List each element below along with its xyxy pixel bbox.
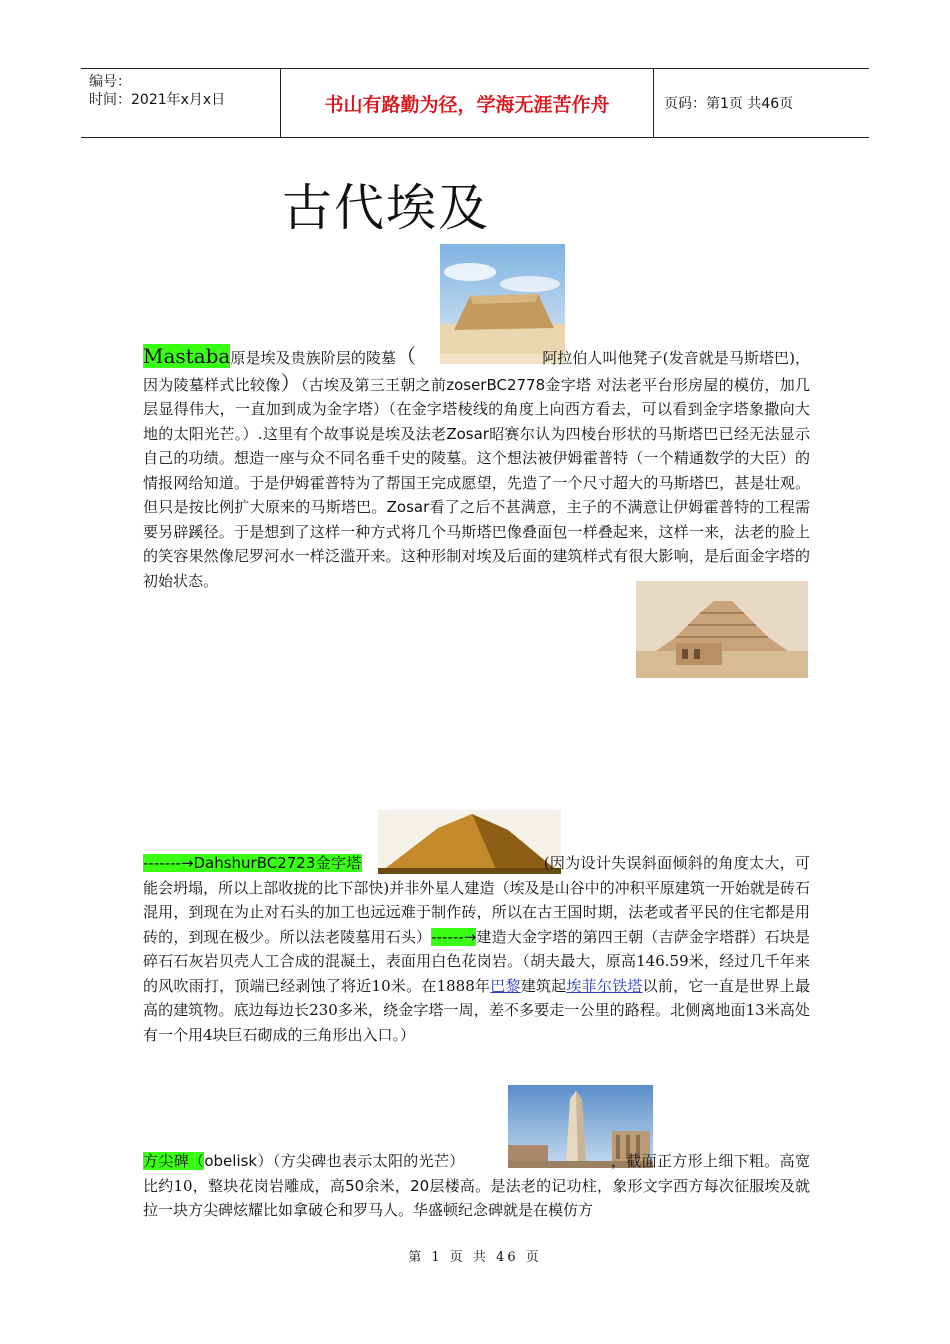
name-zosar: Zosar [446,424,489,443]
text-segment: 建筑起 [520,976,567,995]
text-segment: ，截面正方形上细下粗。高宽比约10，整块花岗岩雕成，高 [143,1152,810,1195]
page-footer: 第 1 页 共 46 页 [408,1250,542,1265]
term-pyramid: 金字塔 [315,854,362,872]
text-segment: ）（方尖碑也表示太阳的光芒） [257,1152,465,1170]
paragraph-pyramid [143,851,810,1047]
code-label: 编号： [89,74,131,90]
text-segment: 层楼高。是法老的记功柱，象形文字西方每次征服埃及就拉一块方尖碑炫耀比如拿破仑和罗马人。华盛顿纪念碑就是在模仿方 [143,1176,810,1219]
text-segment: （古埃及第三王朝之前 [300,375,447,394]
paragraph-obelisk [143,1149,810,1223]
text-segment: 以前，它一直是世界上最高的建筑物。底边每边长230多米，绕金字塔一周，差不多要走一公里的路程。北侧离地面13米高处有一个用4块巨石砌成的三角形出入口。） [143,976,810,1044]
header-left-cell [81,69,281,137]
pyramid-image-slot [362,856,544,876]
number-height: 50 [345,1176,365,1195]
text-segment: 昭赛尔认为四棱台形状的马斯塔巴已经无法显示自己的功绩。想造一座与众不同名垂千史的陵墓。这个想法被伊姆霍普特（一个精通数学的大臣）的情报网给知道。于是伊姆霍普特为了帮国王完成愿望，先造了一个尺寸超大的马斯塔巴，甚是壮观。但只是按比例扩大原来的马斯塔巴。 [143,424,810,516]
header-table [81,68,869,138]
header-motto: 书山有路勤为径，学海无涯苦作舟 [281,69,654,137]
text-segment: (因为设计失误斜面倾斜的角度太大，可能会坍塌，所以上部收拢的比下部快)并非外星人建造（埃及是山谷中的冲积平原建筑一开始就是砖石混用，到现在为止对石头的加工也远远难于制作砖，所以在古王国时期，法老或者平民的住宅都是用砖的，到现在极少。所以法老陵墓用石头） [143,854,810,946]
mastaba-image-slot [416,351,542,371]
term-mastaba: Mastaba [143,344,231,368]
term-obelisk-en: obelisk [204,1152,258,1170]
text-segment: 看了之后不甚满意，主子的不满意让伊姆霍普特的工程需要另辟蹊径。于是想到了这样一种方式将几个马斯塔巴像叠面包一样叠起来 [143,498,810,541]
text-segment: ，这样一来，法老的脸上的笑容果然像尼罗河水一样泛滥开来。这种形制对埃及后面的建筑样式有很大影响，是后面金字塔的初始状态。 [143,522,810,590]
obelisk-image-slot [465,1154,611,1174]
page-title: 古代埃及 [282,179,490,237]
arrow-next: ------→ [431,927,477,946]
text-segment: 阿拉伯人叫他凳子(发音就是马斯塔巴)，因为陵墓样式比较像 [143,349,810,394]
text-segment: 金字塔 对法老平台形房屋的模仿，加几层显得伟大，一直加到成为金字塔）（在金字塔棱线的角度上向西方看去，可以看到金字塔象撒向大地的太阳光芒。）.这里有个故事说是埃及法老 [143,375,811,443]
step-pyramid-photo [636,581,808,678]
text-segment: zoserBC2778 [446,375,546,394]
name-zosar: Zosar [386,498,430,516]
text-segment: 原是埃及贵族阶层的陵墓 [230,349,397,367]
time-label: 时间：2021年x月x日 [89,92,226,108]
term-obelisk: 方尖碑（ [143,1152,205,1170]
number-floors: 20 [410,1176,430,1195]
paren-close: ） [280,370,301,395]
link-eiffel-tower[interactable]: 埃菲尔铁塔 [566,976,643,995]
paragraph-mastaba [143,344,810,593]
text-segment: 余米， [364,1176,411,1195]
header-page-info: 页码：第1页 共46页 [664,96,794,112]
paren-open: （ [396,344,417,368]
text-segment: 建造大金字塔的第四王朝（吉萨金字塔群）石块是碎石石灰岩贝壳人工合成的混凝土，表面用白色花岗岩。（胡夫最大，原高146.59米，经过几千年来的风吹雨打，顶端已经剥蚀了将近10米。在1888年 [143,927,810,995]
arrow-dahshur: -------→DahshurBC2723 [143,854,316,872]
link-paris[interactable]: 巴黎 [490,976,521,995]
